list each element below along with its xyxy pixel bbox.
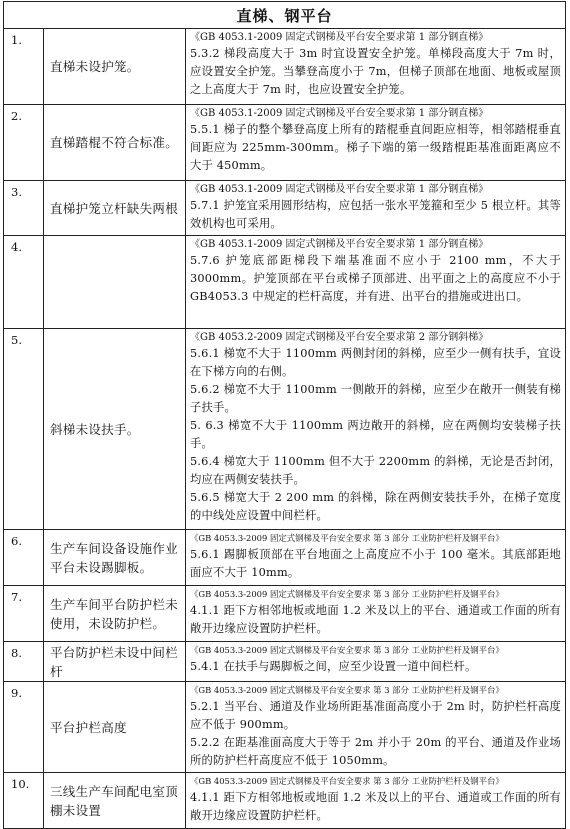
table-row [4, 29, 566, 105]
document [3, 1, 565, 829]
standard-reference: 《GB 4053.2-2009 固定式钢梯及平台安全要求第 2 部分钢斜梯》 [190, 332, 489, 343]
clause-text: 5.6.4 梯宽大于 1100mm 但不大于 2200mm 的斜梯，无论是否封闭，均应在两侧安装扶手。 [190, 455, 562, 486]
requirement-cell [186, 329, 566, 530]
table-row [4, 773, 566, 829]
clause-text: 4.1.1 距下方相邻地板或地面 1.2 米及以上的平台、通道或工作面的所有敞开边缘应设置防护栏杆。 [190, 604, 562, 635]
row-number: 4. [4, 236, 44, 329]
row-number: 5. [4, 329, 44, 530]
clause-text: 5.7.1 护笼宜采用圆形结构，应包括一张水平笼箍和至少 5 根立杆。其等效机构也可采用。 [190, 199, 562, 230]
standard-reference: 《GB 4053.1-2009 固定式钢梯及平台安全要求第 1 部分钢直梯》 [190, 184, 489, 195]
clause-text: 5.7.6 护笼底部距梯段下端基准面不应小于 2100 mm，不大于 3000mm。护笼顶部在平台或梯子顶部进、出平面之上的高度应不小于 GB4053.3 中规定的栏杆高度，并有进、出平台的措施或进出口。 [190, 254, 562, 303]
issue-text: 三线生产车间配电室顶棚未设置 [44, 773, 186, 829]
table-row [4, 329, 566, 530]
row-number: 2. [4, 105, 44, 181]
table-row [4, 105, 566, 181]
issue-text: 平台护栏高度 [44, 682, 186, 773]
clause-text: 5.2.1 当平台、通道及作业场所距基准面高度小于 2m 时，防护栏杆高度应不低于 900mm。 [190, 700, 562, 731]
table-row [4, 682, 566, 773]
clause-text: 5.3.2 梯段高度大于 3m 时宜设置安全护笼。单梯段高度大于 7m 时，应设置安全护笼。当攀登高度小于 7m，但梯子顶部在地面、地板或屋顶之上高度大于 7m 时，也应设置安全护笼。 [190, 47, 562, 96]
clause-text: 5.5.1 梯子的整个攀登高度上所有的踏棍垂直间距应相等，相邻踏棍垂直间距应为 225mm-300mm。梯子下端的第一级踏棍距基准面距离应不大于 450mm。 [190, 123, 562, 172]
requirement-cell [186, 181, 566, 236]
table-row [4, 586, 566, 642]
standard-reference: 《GB 4053.3-2009 固定式钢梯及平台安全要求 第 3 部分 工业防护栏杆及钢平台》 [190, 776, 504, 786]
row-number: 7. [4, 586, 44, 642]
standard-reference: 《GB 4053.1-2009 固定式钢梯及平台安全要求第 1 部分钢直梯》 [190, 32, 489, 43]
clause-text: 5.6.2 梯宽不大于 1100mm 一侧敞开的斜梯，应至少在敞开一侧装有梯子扶手。 [190, 383, 562, 414]
issue-text: 直梯未设护笼。 [44, 29, 186, 105]
table-row [4, 530, 566, 586]
requirement-cell [186, 586, 566, 642]
clause-text: 4.1.1 距下方相邻地板或地面 1.2 米及以上的平台、通道或工作面的所有敞开边缘应设置防护栏杆。 [190, 791, 562, 822]
row-number: 8. [4, 642, 44, 682]
clause-text: 5.6.1 踢脚板顶部在平台地面之上高度应不小于 100 毫米。其底部距地面应不大于 10mm。 [190, 548, 562, 579]
issue-text [44, 236, 186, 329]
table-row [4, 181, 566, 236]
clause-text: 5. 6.3 梯宽不大于 1100mm 两边敞开的斜梯，应在两侧均安装梯子扶手。 [190, 419, 562, 450]
row-number: 3. [4, 181, 44, 236]
requirement-cell [186, 773, 566, 829]
clause-text: 5.6.1 梯宽不大于 1100mm 两侧封闭的斜梯，应至少一侧有扶手，宜设在下梯方向的右侧。 [190, 347, 562, 378]
standard-reference: 《GB 4053.3-2009 固定式钢梯及平台安全要求 第 3 部分 工业防护栏杆及钢平台》 [190, 645, 504, 655]
row-number: 6. [4, 530, 44, 586]
issue-text: 平台防护栏未设中间栏杆 [44, 642, 186, 682]
standard-reference: 《GB 4053.3-2009 固定式钢梯及平台安全要求 第 3 部分 工业防护栏杆及钢平台》 [190, 533, 504, 543]
issue-text: 直梯护笼立杆缺失两根 [44, 181, 186, 236]
standard-reference: 《GB 4053.1-2009 固定式钢梯及平台安全要求第 1 部分钢直梯》 [190, 239, 489, 250]
requirement-cell [186, 530, 566, 586]
row-number: 10. [4, 773, 44, 829]
issue-text: 生产车间平台防护栏未使用，未设防护栏。 [44, 586, 186, 642]
requirement-cell [186, 105, 566, 181]
hazard-table [3, 1, 566, 829]
requirement-cell [186, 642, 566, 682]
standard-reference: 《GB 4053.1-2009 固定式钢梯及平台安全要求第 1 部分钢直梯》 [190, 108, 489, 119]
clause-text: 5.2.2 在距基准面高度大于等于 2m 并小于 20m 的平台、通道及作业场所的防护栏杆高度应不低于 1050mm。 [190, 736, 562, 767]
row-number: 1. [4, 29, 44, 105]
standard-reference: 《GB 4053.3-2009 固定式钢梯及平台安全要求 第 3 部分 工业防护栏杆及钢平台》 [190, 589, 504, 599]
clause-text: 5.4.1 在扶手与踢脚板之间，应至少设置一道中间栏杆。 [190, 660, 477, 673]
table-row [4, 236, 566, 329]
clause-text: 5.6.5 梯宽大于 2 200 mm 的斜梯，除在两侧安装扶手外，在梯子宽度的中线处应设置中间栏杆。 [190, 491, 562, 522]
row-number: 9. [4, 682, 44, 773]
requirement-cell [186, 236, 566, 329]
standard-reference: 《GB 4053.3-2009 固定式钢梯及平台安全要求 第 3 部分 工业防护栏杆及钢平台》 [190, 685, 504, 695]
issue-text: 生产车间设备设施作业平台未设踢脚板。 [44, 530, 186, 586]
issue-text: 斜梯未设扶手。 [44, 329, 186, 530]
table-title: 直梯、钢平台 [4, 2, 566, 29]
table-row [4, 642, 566, 682]
requirement-cell [186, 682, 566, 773]
requirement-cell [186, 29, 566, 105]
issue-text: 直梯踏棍不符合标准。 [44, 105, 186, 181]
